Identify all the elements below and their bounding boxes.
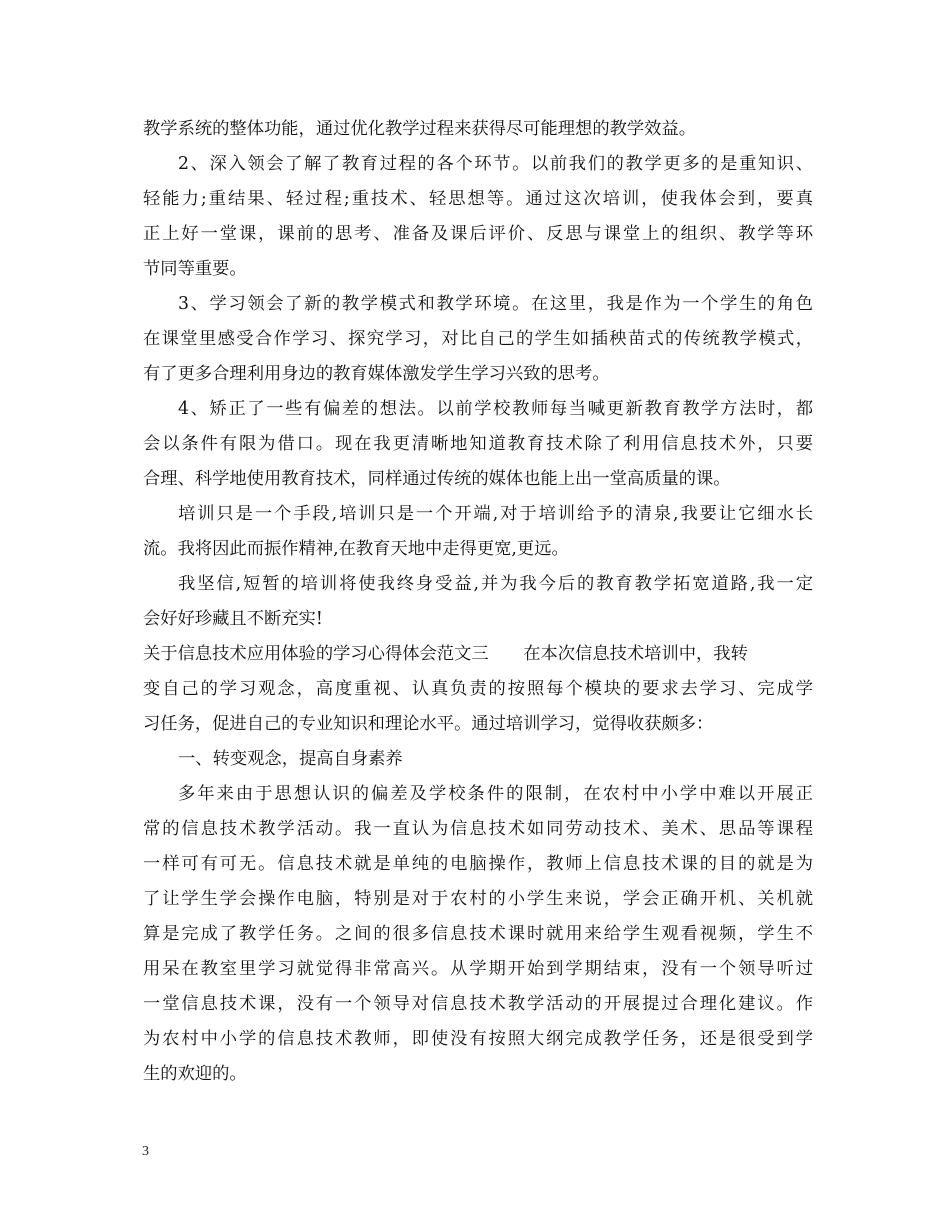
text-line: 流。我将因此而振作精神,在教育天地中走得更宽,更远。 bbox=[143, 539, 569, 559]
text-line: 一样可有可无。信息技术就是单纯的电脑操作，教师上信息技术课的目的就是为 bbox=[143, 854, 813, 874]
text-line: 变自己的学习观念，高度重视、认真负责的按照每个模块的要求去学习、完成学 bbox=[143, 679, 813, 699]
text-line: 节同等重要。 bbox=[143, 259, 247, 279]
text-line: 了让学生学会操作电脑，特别是对于农村的小学生来说，学会正确开机、关机就 bbox=[143, 889, 813, 909]
text-line: 正上好一堂课，课前的思考、准备及课后评价、反思与课堂上的组织、教学等环 bbox=[143, 224, 813, 244]
text-line: 我坚信,短暂的培训将使我终身受益,并为我今后的教育教学拓宽道路,我一定 bbox=[178, 574, 813, 594]
text-line: 在课堂里感受合作学习、探究学习，对比自己的学生如插秧苗式的传统教学模式， bbox=[143, 329, 813, 349]
text-line: 会以条件有限为借口。现在我更清晰地知道教育技术除了利用信息技术外，只要 bbox=[143, 434, 813, 454]
text-line: 常的信息技术教学活动。我一直认为信息技术如同劳动技术、美术、思品等课程 bbox=[143, 819, 813, 839]
text-line: 4、矫正了一些有偏差的想法。以前学校教师每当喊更新教育教学方法时，都 bbox=[178, 399, 813, 419]
section-heading-line: 关于信息技术应用体验的学习心得体会范文三 在本次信息技术培训中，我转 bbox=[143, 644, 748, 664]
subheading-line: 一、转变观念，提高自身素养 bbox=[178, 749, 403, 769]
page-number: 3 bbox=[142, 1144, 149, 1159]
text-line: 习任务，促进自己的专业知识和理论水平。通过培训学习，觉得收获颇多： bbox=[143, 714, 714, 734]
text-line: 多年来由于思想认识的偏差及学校条件的限制，在农村中小学中难以开展正 bbox=[178, 784, 813, 804]
text-line: 生的欢迎的。 bbox=[143, 1064, 247, 1084]
text-line: 培训只是一个手段,培训只是一个开端,对于培训给予的清泉,我要让它细水长 bbox=[178, 504, 813, 524]
text-line: 算是完成了教学任务。之间的很多信息技术课时就用来给学生观看视频，学生不 bbox=[143, 924, 813, 944]
text-line: 教学系统的整体功能，通过优化教学过程来获得尽可能理想的教学效益。 bbox=[143, 119, 697, 139]
text-line: 3、学习领会了新的教学模式和教学环境。在这里，我是作为一个学生的角色 bbox=[178, 294, 813, 314]
text-line: 一堂信息技术课，没有一个领导对信息技术教学活动的开展提过合理化建议。作 bbox=[143, 994, 813, 1014]
text-line: 合理、科学地使用教育技术，同样通过传统的媒体也能上出一堂高质量的课。 bbox=[143, 469, 731, 489]
text-line: 为农村中小学的信息技术教师，即使没有按照大纲完成教学任务，还是很受到学 bbox=[143, 1029, 813, 1049]
text-line: 有了更多合理利用身边的教育媒体激发学生学习兴致的思考。 bbox=[143, 364, 610, 384]
text-line: 轻能力;重结果、轻过程;重技术、轻思想等。通过这次培训，使我体会到，要真 bbox=[143, 189, 813, 209]
text-line: 用呆在教室里学习就觉得非常高兴。从学期开始到学期结束，没有一个领导听过 bbox=[143, 959, 813, 979]
text-line: 2、深入领会了解了教育过程的各个环节。以前我们的教学更多的是重知识、 bbox=[178, 154, 813, 174]
text-line: 会好好珍藏且不断充实! bbox=[143, 609, 323, 629]
